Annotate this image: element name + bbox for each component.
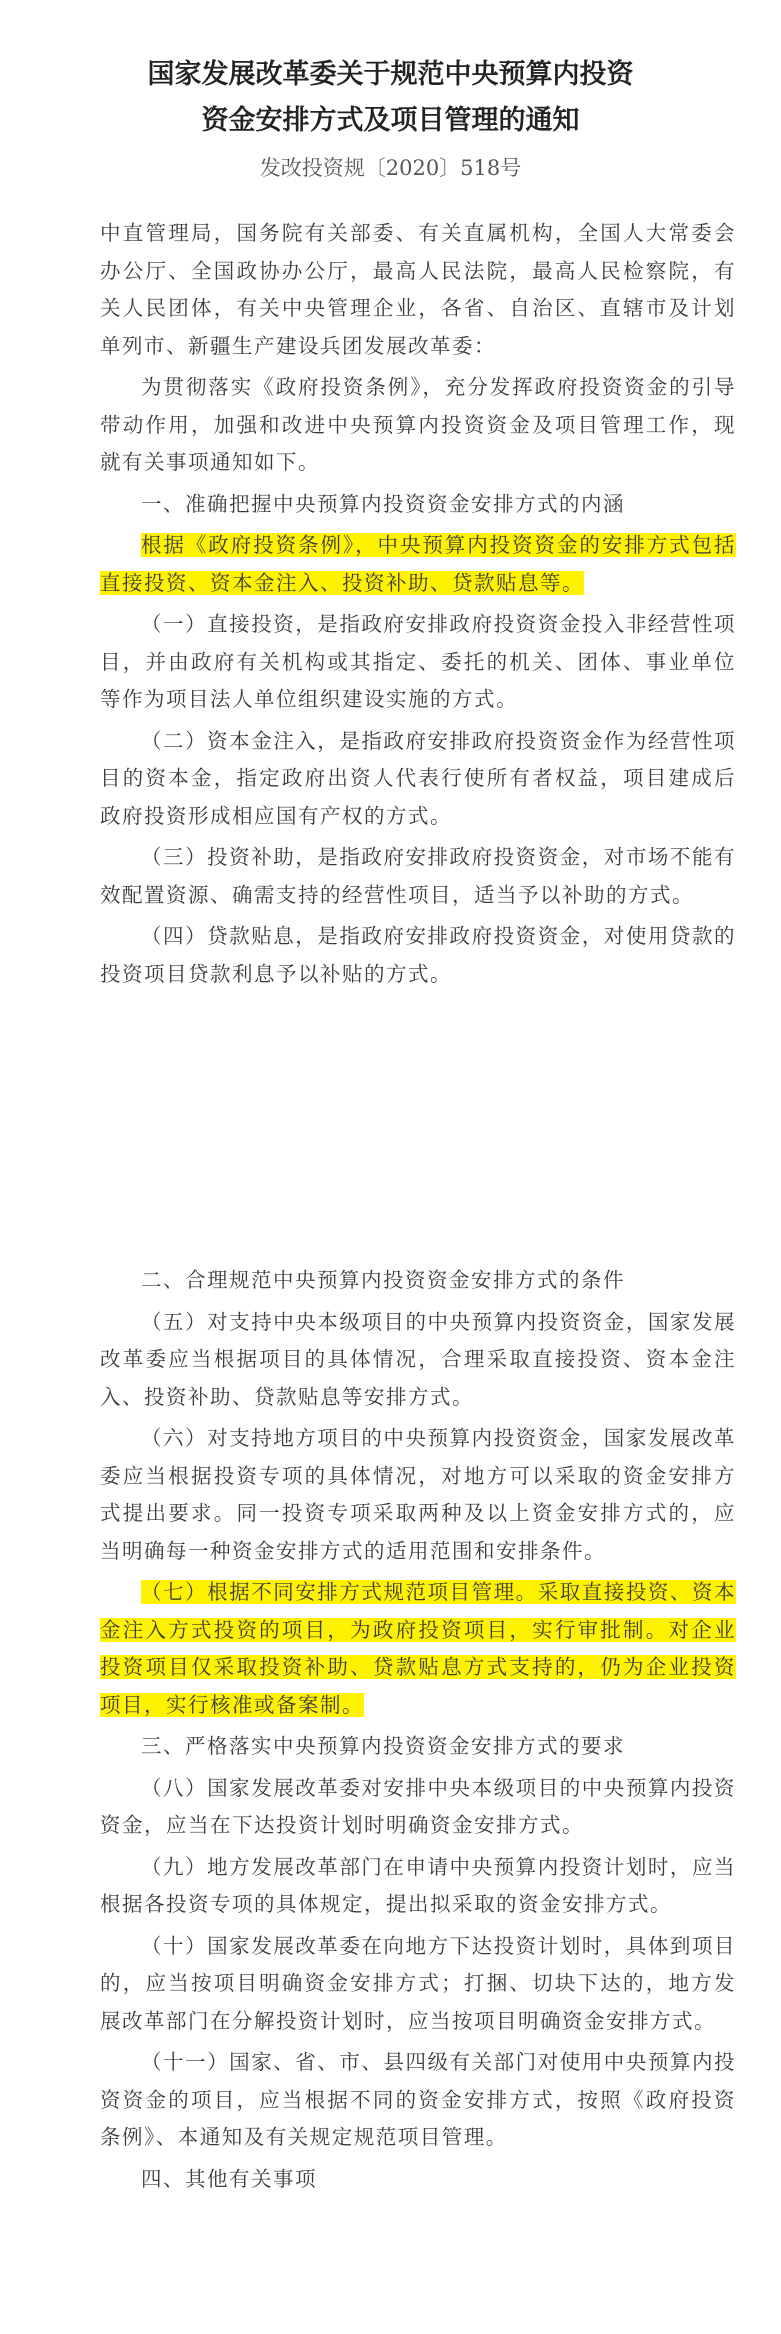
intro-paragraph: 为贯彻落实《政府投资条例》，充分发挥政府投资资金的引导带动作用，加强和改进中央预算内投资资金及项目管理工作，现就有关事项通知如下。 <box>100 375 736 474</box>
body-section-bottom <box>100 1262 736 2202</box>
document-header <box>0 0 781 188</box>
item-3-investment-subsidy: （三）投资补助，是指政府安排政府投资资金，对市场不能有效配置资源、确需支持的经营性项目，适当予以补助的方式。 <box>100 845 736 907</box>
addressees: 中直管理局，国务院有关部委、有关直属机构，全国人大常委会办公厅、全国政协办公厅，最高人民法院，最高人民检察院，有关人民团体，有关中央管理企业，各省、自治区、直辖市及计划单列市、新疆生产建设兵团发展改革委： <box>100 221 736 358</box>
item-10: （十）国家发展改革委在向地方下达投资计划时，具体到项目的，应当按项目明确资金安排方式；打捆、切块下达的，地方发展改革部门在分解投资计划时，应当按项目明确资金安排方式。 <box>100 1933 736 2033</box>
document-title-line-2: 资金安排方式及项目管理的通知 <box>201 105 580 136</box>
body-section-top <box>100 215 736 997</box>
highlighted-paragraph-1 <box>100 527 736 602</box>
section-heading-3: 三、严格落实中央预算内投资资金安排方式的要求 <box>141 1734 625 1758</box>
document-title-line-1: 国家发展改革委关于规范中央预算内投资 <box>147 59 634 90</box>
item-2-capital-injection: （二）资本金注入，是指政府安排政府投资资金作为经营性项目的资本金，指定政府出资人代表行使所有者权益，项目建成后政府投资形成相应国有产权的方式。 <box>100 728 736 828</box>
document-number: 发改投资规〔2020〕518号 <box>259 156 522 180</box>
item-9: （九）地方发展改革部门在申请中央预算内投资计划时，应当根据各投资专项的具体规定，提出拟采取的资金安排方式。 <box>100 1854 736 1916</box>
section-heading-1: 一、准确把握中央预算内投资资金安排方式的内涵 <box>141 491 625 516</box>
highlight-text-1: 根据《政府投资条例》，中央预算内投资资金的安排方式包括直接投资、资本金注入、投资补助、贷款贴息等。 <box>100 533 736 595</box>
section-heading-4: 四、其他有关事项 <box>141 2166 317 2191</box>
highlight-text-7: （七）根据不同安排方式规范项目管理。采取直接投资、资本金注入方式投资的项目，为政府投资项目，实行审批制。对企业投资项目仅采取投资补助、贷款贴息方式支持的，仍为企业投资项目，实行核准或备案制。 <box>100 1580 736 1717</box>
item-6: （六）对支持地方项目的中央预算内投资资金，国家发展改革委应当根据投资专项的具体情况，对地方可以采取的资金安排方式提出要求。同一投资专项采取两种及以上资金安排方式的，应当明确每一种资金安排方式的适用范围和安排条件。 <box>100 1426 736 1563</box>
item-1-direct-investment: （一）直接投资，是指政府安排政府投资资金投入非经营性项目，并由政府有关机构或其指定、委托的机关、团体、事业单位等作为项目法人单位组织建设实施的方式。 <box>100 612 736 711</box>
item-11: （十一）国家、省、市、县四级有关部门对使用中央预算内投资资金的项目，应当根据不同的资金安排方式，按照《政府投资条例》、本通知及有关规定规范项目管理。 <box>100 2050 736 2149</box>
section-heading-2: 二、合理规范中央预算内投资资金安排方式的条件 <box>141 1268 625 1292</box>
item-5: （五）对支持中央本级项目的中央预算内投资资金，国家发展改革委应当根据项目的具体情况，合理采取直接投资、资本金注入、投资补助、贷款贴息等安排方式。 <box>100 1309 736 1409</box>
highlighted-paragraph-7 <box>100 1574 736 1724</box>
item-8: （八）国家发展改革委对安排中央本级项目的中央预算内投资资金，应当在下达投资计划时明确资金安排方式。 <box>100 1775 736 1837</box>
item-4-loan-interest-subsidy: （四）贷款贴息，是指政府安排政府投资资金，对使用贷款的投资项目贷款利息予以补贴的方式。 <box>100 924 736 986</box>
